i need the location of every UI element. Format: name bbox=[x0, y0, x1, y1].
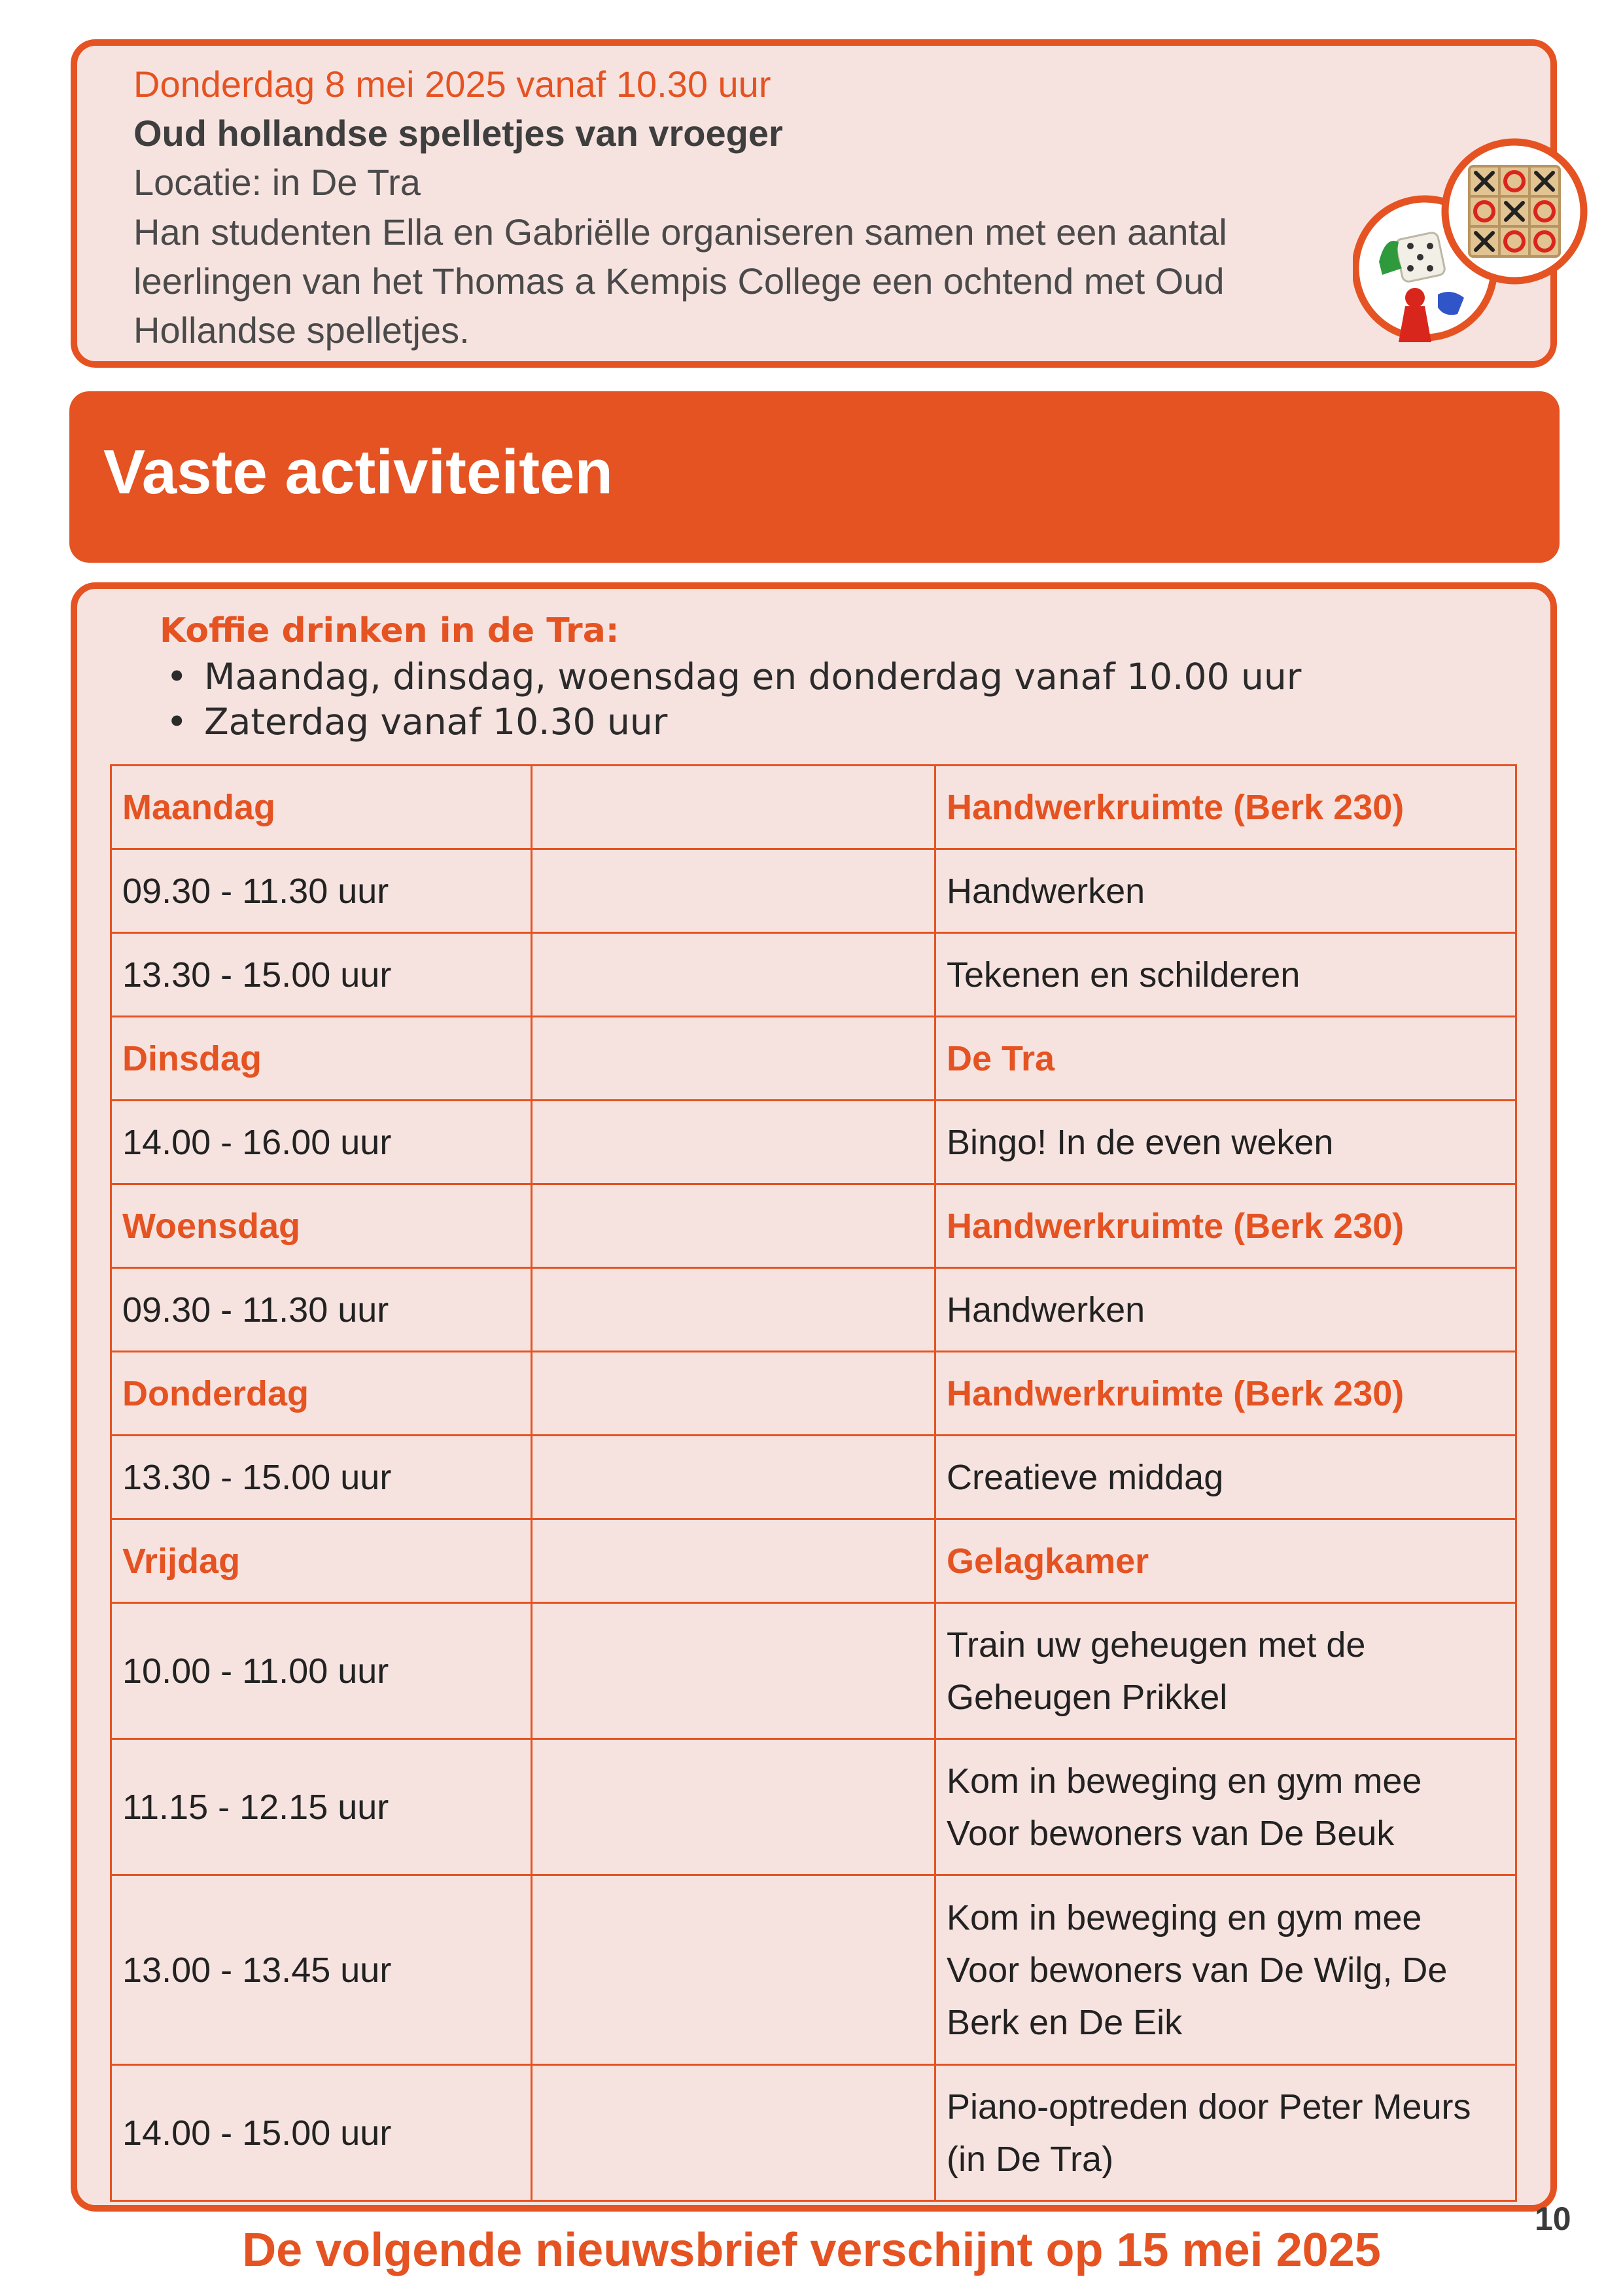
activity-line: Berk en De Eik bbox=[947, 2002, 1183, 2042]
activity-line: (in De Tra) bbox=[947, 2139, 1114, 2179]
schedule-body bbox=[111, 766, 1516, 2201]
day-header-row bbox=[111, 1519, 1516, 1603]
empty-cell bbox=[532, 1436, 935, 1519]
schedule-card bbox=[71, 582, 1557, 2212]
table-row bbox=[111, 1603, 1516, 1739]
event-date: Donderdag 8 mei 2025 vanaf 10.30 uur bbox=[133, 63, 771, 105]
table-row bbox=[111, 1268, 1516, 1352]
activity-line: Geheugen Prikkel bbox=[947, 1677, 1228, 1717]
day-name-cell: Woensdag bbox=[111, 1184, 532, 1268]
empty-cell bbox=[532, 1184, 935, 1268]
activity-line: Tekenen en schilderen bbox=[947, 955, 1300, 995]
time-cell: 09.30 - 11.30 uur bbox=[111, 849, 532, 933]
day-name-cell: Maandag bbox=[111, 766, 532, 849]
time-cell: 10.00 - 11.00 uur bbox=[111, 1603, 532, 1739]
empty-cell bbox=[532, 1603, 935, 1739]
empty-cell bbox=[532, 849, 935, 933]
activity-line: Voor bewoners van De Wilg, De bbox=[947, 1950, 1448, 1990]
activity-line: Handwerkruimte (Berk 230) bbox=[947, 1206, 1405, 1246]
empty-cell bbox=[532, 2065, 935, 2201]
event-location: Locatie: in De Tra bbox=[133, 162, 421, 203]
location-cell bbox=[935, 1519, 1516, 1603]
empty-cell bbox=[532, 1101, 935, 1184]
empty-cell bbox=[532, 1739, 935, 1875]
footer-note: De volgende nieuwsbrief verschijnt op 15 mei 2025 bbox=[242, 2224, 1381, 2276]
koffie-list-item: • Zaterdag vanaf 10.30 uur bbox=[162, 699, 1301, 745]
day-name-cell: Donderdag bbox=[111, 1352, 532, 1436]
empty-cell bbox=[532, 1017, 935, 1101]
day-name-cell: Vrijdag bbox=[111, 1519, 532, 1603]
location-cell bbox=[935, 1017, 1516, 1101]
empty-cell bbox=[532, 1352, 935, 1436]
time-cell: 14.00 - 15.00 uur bbox=[111, 2065, 532, 2201]
activity-line: Creatieve middag bbox=[947, 1457, 1224, 1497]
empty-cell bbox=[532, 1268, 935, 1352]
section-banner bbox=[69, 391, 1560, 563]
activity-line: Voor bewoners van De Beuk bbox=[947, 1813, 1395, 1853]
page-number: 10 bbox=[1535, 2200, 1571, 2237]
location-cell bbox=[935, 1352, 1516, 1436]
activity-cell bbox=[935, 849, 1516, 933]
table-row bbox=[111, 2065, 1516, 2201]
empty-cell bbox=[532, 766, 935, 849]
time-cell: 11.15 - 12.15 uur bbox=[111, 1739, 532, 1875]
activity-line: Kom in beweging en gym mee bbox=[947, 1761, 1422, 1801]
location-cell bbox=[935, 1184, 1516, 1268]
time-cell: 09.30 - 11.30 uur bbox=[111, 1268, 532, 1352]
day-name-cell: Dinsdag bbox=[111, 1017, 532, 1101]
day-header-row bbox=[111, 1184, 1516, 1268]
time-cell: 13.30 - 15.00 uur bbox=[111, 933, 532, 1017]
activity-line: Bingo! In de even weken bbox=[947, 1122, 1334, 1162]
games-illustration bbox=[1353, 137, 1588, 373]
activity-line: De Tra bbox=[947, 1038, 1055, 1078]
empty-cell bbox=[532, 1519, 935, 1603]
day-header-row bbox=[111, 766, 1516, 849]
time-cell: 14.00 - 16.00 uur bbox=[111, 1101, 532, 1184]
activity-line: Kom in beweging en gym mee bbox=[947, 1898, 1422, 1937]
event-description: Han studenten Ella en Gabriëlle organiseren samen met een aantal leerlingen van het Thomas a Kempis College een ochtend met Oud Hollandse spelletjes. bbox=[133, 211, 1227, 351]
activity-cell bbox=[935, 1268, 1516, 1352]
activity-cell bbox=[935, 1101, 1516, 1184]
table-row bbox=[111, 849, 1516, 933]
event-card bbox=[71, 39, 1557, 368]
table-row bbox=[111, 933, 1516, 1017]
activity-line: Handwerken bbox=[947, 871, 1145, 911]
activity-cell bbox=[935, 2065, 1516, 2201]
koffie-heading: Koffie drinken in de Tra: bbox=[160, 611, 620, 650]
table-row bbox=[111, 1875, 1516, 2065]
empty-cell bbox=[532, 933, 935, 1017]
location-cell bbox=[935, 766, 1516, 849]
activity-cell bbox=[935, 933, 1516, 1017]
activity-line: Piano-optreden door Peter Meurs bbox=[947, 2087, 1471, 2127]
day-header-row bbox=[111, 1017, 1516, 1101]
activity-line: Handwerken bbox=[947, 1290, 1145, 1330]
activity-cell bbox=[935, 1739, 1516, 1875]
activity-line: Train uw geheugen met de bbox=[947, 1625, 1366, 1665]
activity-line: Handwerkruimte (Berk 230) bbox=[947, 1373, 1405, 1413]
koffie-list-item: • Maandag, dinsdag, woensdag en donderdag vanaf 10.00 uur bbox=[162, 654, 1301, 699]
time-cell: 13.30 - 15.00 uur bbox=[111, 1436, 532, 1519]
day-header-row bbox=[111, 1352, 1516, 1436]
activity-cell bbox=[935, 1603, 1516, 1739]
time-cell: 13.00 - 13.45 uur bbox=[111, 1875, 532, 2065]
activity-cell bbox=[935, 1875, 1516, 2065]
table-row bbox=[111, 1436, 1516, 1519]
table-row bbox=[111, 1101, 1516, 1184]
table-row bbox=[111, 1739, 1516, 1875]
schedule-table bbox=[110, 764, 1517, 2202]
section-title: Vaste activiteiten bbox=[103, 437, 614, 507]
activity-cell bbox=[935, 1436, 1516, 1519]
empty-cell bbox=[532, 1875, 935, 2065]
activity-line: Gelagkamer bbox=[947, 1541, 1149, 1581]
koffie-list bbox=[162, 654, 1301, 745]
event-title: Oud hollandse spelletjes van vroeger bbox=[133, 113, 783, 154]
activity-line: Handwerkruimte (Berk 230) bbox=[947, 787, 1405, 827]
tic-tac-toe-icon bbox=[1445, 142, 1584, 281]
